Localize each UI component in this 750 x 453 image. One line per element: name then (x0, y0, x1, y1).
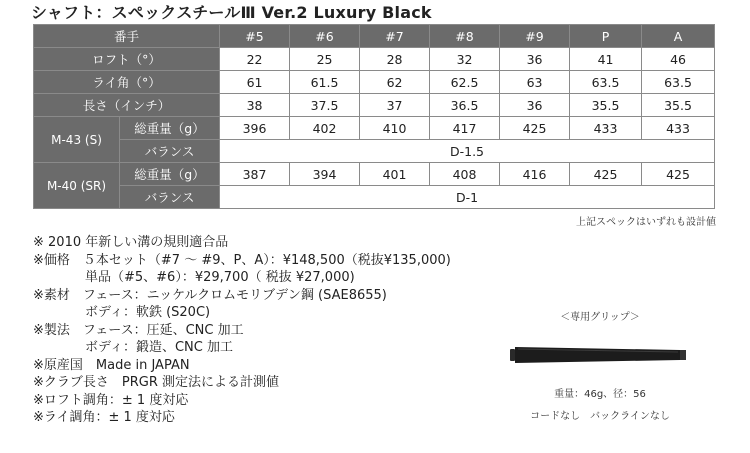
header-cell: #8 (430, 25, 500, 48)
spec-table (33, 24, 715, 209)
table-cell: 46 (642, 48, 715, 71)
table-cell: 63 (500, 71, 570, 94)
grip-section (505, 308, 695, 422)
balance-value: D-1.5 (220, 140, 715, 163)
grip-weight-diameter: 重量：46g、径：56 (554, 389, 646, 400)
table-row-m40-weight (34, 163, 715, 186)
table-row-lie (34, 71, 715, 94)
note-line: ※クラブ長さ PRGR 測定法による計測値 (33, 375, 280, 390)
table-cell: 401 (360, 163, 430, 186)
note-line: ボディ：鍛造、CNC 加工 (33, 340, 233, 355)
row-label-weight: 総重量（g） (120, 163, 220, 186)
row-label-balance: バランス (120, 186, 220, 209)
table-row-m43-balance (34, 140, 715, 163)
shaft-group-label-m43: M-43 (S) (34, 117, 120, 163)
notes-list (33, 234, 451, 427)
note-line: ボディ：軟鉄 (S20C) (33, 305, 211, 320)
header-cell: #5 (220, 25, 290, 48)
header-cell: #9 (500, 25, 570, 48)
table-cell: 37 (360, 94, 430, 117)
page-title: シャフト：スペックスチールⅢ Ver.2 Luxury Black (31, 3, 432, 22)
table-cell: 36.5 (430, 94, 500, 117)
table-cell: 416 (500, 163, 570, 186)
table-cell: 394 (290, 163, 360, 186)
table-cell: 41 (570, 48, 642, 71)
table-cell: 37.5 (290, 94, 360, 117)
table-cell: 32 (430, 48, 500, 71)
grip-features: コードなし バックラインなし (530, 411, 670, 422)
table-cell: 35.5 (570, 94, 642, 117)
note-line: ※原産国 Made in JAPAN (33, 357, 190, 373)
table-cell: 25 (290, 48, 360, 71)
note-line: ※素材 フェース：ニッケルクロムモリブデン鋼 (SAE8655) (33, 287, 387, 303)
table-cell: 63.5 (642, 71, 715, 94)
table-cell: 63.5 (570, 71, 642, 94)
grip-caption: ＜専用グリップ＞ (560, 312, 640, 323)
grip-image (510, 344, 690, 366)
table-cell: 408 (430, 163, 500, 186)
table-row-length (34, 94, 715, 117)
table-cell: 425 (642, 163, 715, 186)
table-cell: 61 (220, 71, 290, 94)
row-label-loft: ロフト（°） (34, 48, 220, 71)
table-cell: 410 (360, 117, 430, 140)
table-cell: 62.5 (430, 71, 500, 94)
table-cell: 433 (570, 117, 642, 140)
table-cell: 62 (360, 71, 430, 94)
table-cell: 35.5 (642, 94, 715, 117)
note-line: ※製法 フェース：圧延、CNC 加工 (33, 322, 244, 338)
table-cell: 36 (500, 48, 570, 71)
table-cell: 396 (220, 117, 290, 140)
header-cell-count: 番手 (34, 25, 220, 48)
header-cell: #7 (360, 25, 430, 48)
table-row-m43-weight (34, 117, 715, 140)
table-row-loft (34, 48, 715, 71)
row-label-weight: 総重量（g） (120, 117, 220, 140)
row-label-length: 長さ（インチ） (34, 94, 220, 117)
table-row-m40-balance (34, 186, 715, 209)
row-label-lie: ライ角（°） (34, 71, 220, 94)
table-cell: 425 (570, 163, 642, 186)
table-cell: 36 (500, 94, 570, 117)
header-cell: A (642, 25, 715, 48)
header-cell: #6 (290, 25, 360, 48)
note-line: 単品（#5、#6）：¥29,700（ 税抜 ¥27,000) (33, 270, 355, 285)
table-cell: 387 (220, 163, 290, 186)
balance-value: D-1 (220, 186, 715, 209)
table-cell: 402 (290, 117, 360, 140)
table-cell: 61.5 (290, 71, 360, 94)
table-cell: 425 (500, 117, 570, 140)
grip-spec (505, 384, 695, 428)
header-cell: P (570, 25, 642, 48)
note-line: ※ロフト調角：± 1 度対応 (33, 392, 189, 408)
table-cell: 28 (360, 48, 430, 71)
shaft-group-label-m40: M-40 (SR) (34, 163, 120, 209)
table-cell: 417 (430, 117, 500, 140)
note-line: ※価格 ５本セット（#7 〜 #9、P、A）：¥148,500（税抜¥135,000) (33, 252, 451, 268)
row-label-balance: バランス (120, 140, 220, 163)
table-header-row (34, 25, 715, 48)
table-cell: 38 (220, 94, 290, 117)
table-footnote: 上記スペックはいずれも設計値 (576, 217, 716, 228)
note-line: ※ライ調角：± 1 度対応 (33, 410, 175, 425)
table-cell: 22 (220, 48, 290, 71)
table-cell: 433 (642, 117, 715, 140)
note-line: ※ 2010 年新しい溝の規則適合品 (33, 235, 229, 250)
